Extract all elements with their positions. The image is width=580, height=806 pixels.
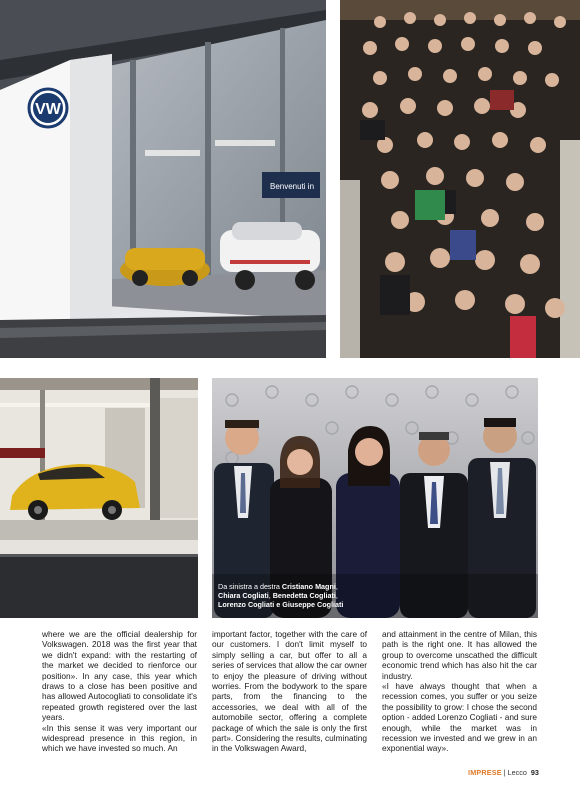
footer-section: IMPRESE bbox=[468, 768, 502, 777]
caption-name: Cristiano Magni bbox=[281, 582, 336, 591]
photo-showroom-yellow-car bbox=[0, 378, 198, 618]
paragraph: and attainment in the centre of Milan, this path is the right one. It has allowed the group to overcome unscathed the difficult economic trend which has also hit the car industry. bbox=[382, 629, 537, 681]
photo-staff-group bbox=[340, 0, 580, 358]
footer-location: Lecco bbox=[507, 768, 527, 777]
text-column-3 bbox=[382, 629, 537, 754]
caption-name: Chiara Cogliati bbox=[218, 591, 269, 600]
page-number: 93 bbox=[530, 768, 539, 777]
text-column-1 bbox=[42, 629, 197, 754]
caption-name: Lorenzo Cogliati e Giuseppe Cogliati bbox=[218, 600, 344, 609]
paragraph: «I have always thought that when a recession comes, you suffer or you seize the possibility to grow: I chose the second option - added Lorenzo Cogliati - and sure enough, while the market was in recession we invested and we grew in an exponential way». bbox=[382, 681, 537, 754]
caption-separator: , bbox=[268, 591, 273, 600]
caption-prefix: Da sinistra a destra bbox=[218, 582, 282, 591]
paragraph: «In this sense it was very important our widespread presence in this region, in which we have invested so much. An bbox=[42, 722, 197, 754]
photo-caption bbox=[218, 582, 418, 609]
svg-text:VW: VW bbox=[35, 101, 61, 118]
footer-divider: | bbox=[501, 768, 508, 777]
caption-name: Benedetta Cogliati bbox=[272, 591, 336, 600]
photo-dealership-exterior bbox=[0, 0, 326, 358]
caption-separator: , bbox=[335, 582, 338, 591]
paragraph: important factor, together with the care of our customers. I don't limit myself to simply selling a car, but offer to all a series of services that allow the car owner to enjoy the pleasure of driving without worries. From the bodywork to the spare parts, from the financing to the accessories, we deal with all of the automobile sector, offering a complete package of which the sale is only the first part». Considering the results, culminating in the Volkswagen Award, bbox=[212, 629, 367, 754]
paragraph: where we are the official dealership for Volkswagen. 2018 was the first year that we didn't expand: with the restarting of the market we decided to rienforce our position». In any case, this year which draws to a close has been positive and has allowed Autocogliati to consolidate it's repeated growth registered over the last years. bbox=[42, 629, 197, 723]
welcome-sign-text: Benvenuti in bbox=[270, 182, 315, 191]
page-footer bbox=[468, 768, 539, 777]
caption-separator: , bbox=[335, 591, 338, 600]
text-column-2 bbox=[212, 629, 367, 754]
